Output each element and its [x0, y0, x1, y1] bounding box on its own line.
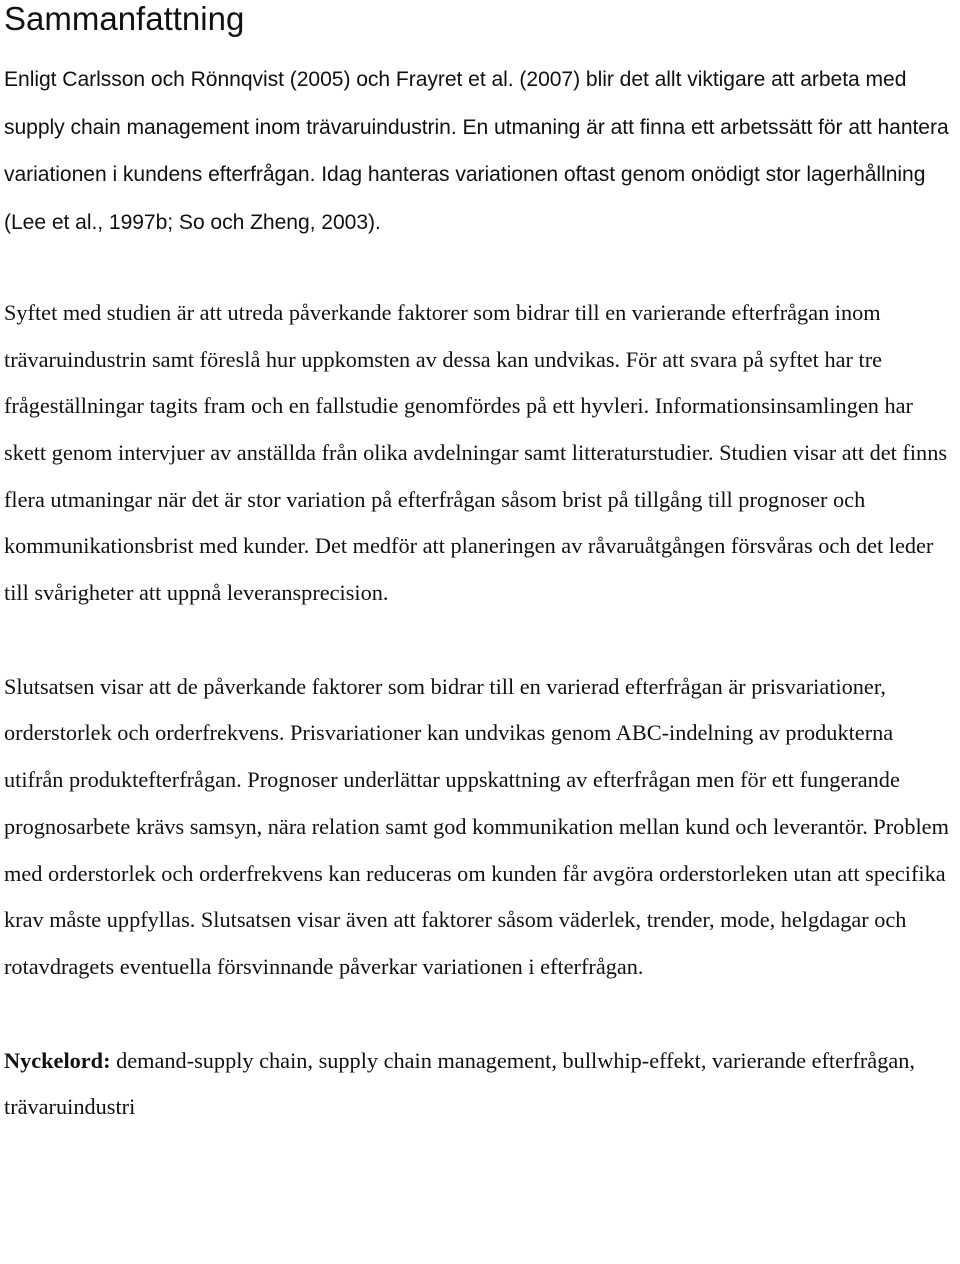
keywords-label: Nyckelord: [4, 1047, 111, 1073]
keywords-text: demand-supply chain, supply chain management, bullwhip-effekt, varierande efterfrågan, trävaruindustri [4, 1047, 915, 1120]
summary-paragraph-1 [4, 56, 958, 247]
summary-paragraph-2: Syftet med studien är att utreda påverkande faktorer som bidrar till en varierande efterfrågan inom trävaruindustrin samt föreslå hur uppkomsten av dessa kan undvikas. För att svara på syftet har tre frågeställningar tagits fram och en fallstudie genomfördes på ett hyvleri. Informationsinsamlingen har skett genom intervjuer av anställda från olika avdelningar samt litteraturstudier. Studien visar att det finns flera utmaningar när det är stor variation på efterfrågan såsom brist på tillgång till prognoser och kommunikationsbrist med kunder. Det medför att planeringen av råvaruåtgången försvåras och det leder till svårigheter att uppnå leveransprecision. [4, 299, 948, 606]
summary-paragraph-3: Slutsatsen visar att de påverkande faktorer som bidrar till en varierad efterfrågan är prisvariationer, orderstorlek och orderfrekvens. Prisvariationer kan undvikas genom ABC-indelning av produkterna utifrån produktefterfrågan. Prognoser underlättar uppskattning av efterfrågan men för ett fungerande prognosarbete krävs samsyn, nära relation samt god kommunikation mellan kund och leverantör. Problem med orderstorlek och orderfrekvens kan reduceras om kunden får avgöra orderstorleken utan att specifika krav måste uppfyllas. Slutsatsen visar även att faktorer såsom väderlek, trender, mode, helgdagar och rotavdragets eventuella försvinnande påverkar variationen i efterfrågan. [4, 673, 949, 979]
keywords-paragraph [4, 1038, 958, 1131]
paragraph-1-text: Enligt Carlsson och Rönnqvist (2005) och Frayret et al. (2007) blir det allt viktigare att arbeta med supply chain management inom trävaruindustrin. En utmaning är att finna ett arbetssätt för att hantera variationen i kundens efterfrågan. Idag hanteras variationen oftast genom onödigt stor lagerhållning ( [4, 68, 949, 235]
document-page [4, 0, 958, 1131]
paragraph-1-end: ). [368, 211, 381, 235]
paragraph-1-citation: Lee et al., 1997b; So och Zheng, 2003 [10, 211, 369, 235]
page-title: Sammanfattning [4, 0, 245, 37]
